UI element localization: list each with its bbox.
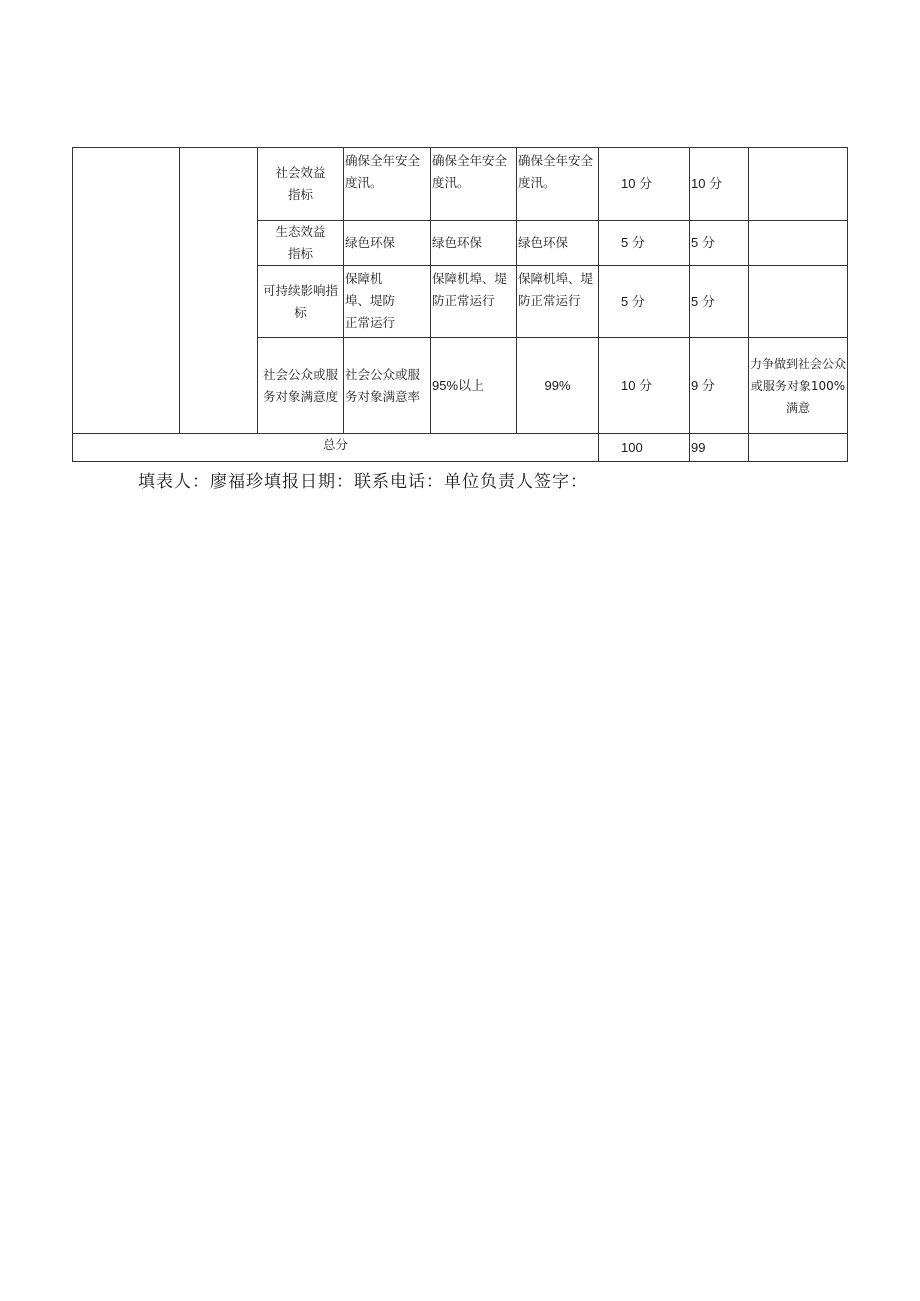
note-value xyxy=(749,266,848,338)
plan-value: 确保全年安全度汛。 xyxy=(431,148,517,221)
total-weight: 100 xyxy=(599,434,690,462)
weight-value: 10 分 xyxy=(599,338,690,434)
note-value xyxy=(749,221,848,266)
level1-indicator-cell xyxy=(73,148,180,434)
note-value xyxy=(749,148,848,221)
weight-value: 5 分 xyxy=(599,266,690,338)
actual-value: 确保全年安全度汛。 xyxy=(517,148,599,221)
plan-value: 绿色环保 xyxy=(431,221,517,266)
total-row xyxy=(73,434,848,462)
level2-indicator-cell xyxy=(180,148,258,434)
score-value: 5 分 xyxy=(690,266,749,338)
total-note xyxy=(749,434,848,462)
plan-value: 95%以上 xyxy=(431,338,517,434)
total-label: 总分 xyxy=(73,434,599,462)
actual-value: 绿色环保 xyxy=(517,221,599,266)
target-value: 确保全年安全度汛。 xyxy=(344,148,431,221)
score-value: 10 分 xyxy=(690,148,749,221)
actual-value: 99% xyxy=(517,338,599,434)
target-value: 社会公众或服务对象满意率 xyxy=(344,338,431,434)
actual-value: 保障机埠、堤防正常运行 xyxy=(517,266,599,338)
signature-footer: 填表人：廖福珍填报日期：联系电话：单位负责人签字： xyxy=(138,472,588,492)
performance-table xyxy=(72,147,848,462)
weight-value: 10 分 xyxy=(599,148,690,221)
target-value: 保障机埠、堤防正常运行 xyxy=(344,266,431,338)
indicator-name: 社会公众或服务对象满意度 xyxy=(258,338,344,434)
total-score: 99 xyxy=(690,434,749,462)
target-value: 绿色环保 xyxy=(344,221,431,266)
indicator-name: 生态效益指标 xyxy=(258,221,344,266)
score-value: 9 分 xyxy=(690,338,749,434)
weight-value: 5 分 xyxy=(599,221,690,266)
note-value: 力争做到社会公众或服务对象100%满意 xyxy=(749,338,848,434)
plan-value: 保障机埠、堤防正常运行 xyxy=(431,266,517,338)
table-row xyxy=(73,148,848,221)
indicator-name: 社会效益指标 xyxy=(258,148,344,221)
indicator-name: 可持续影响指标 xyxy=(258,266,344,338)
score-value: 5 分 xyxy=(690,221,749,266)
